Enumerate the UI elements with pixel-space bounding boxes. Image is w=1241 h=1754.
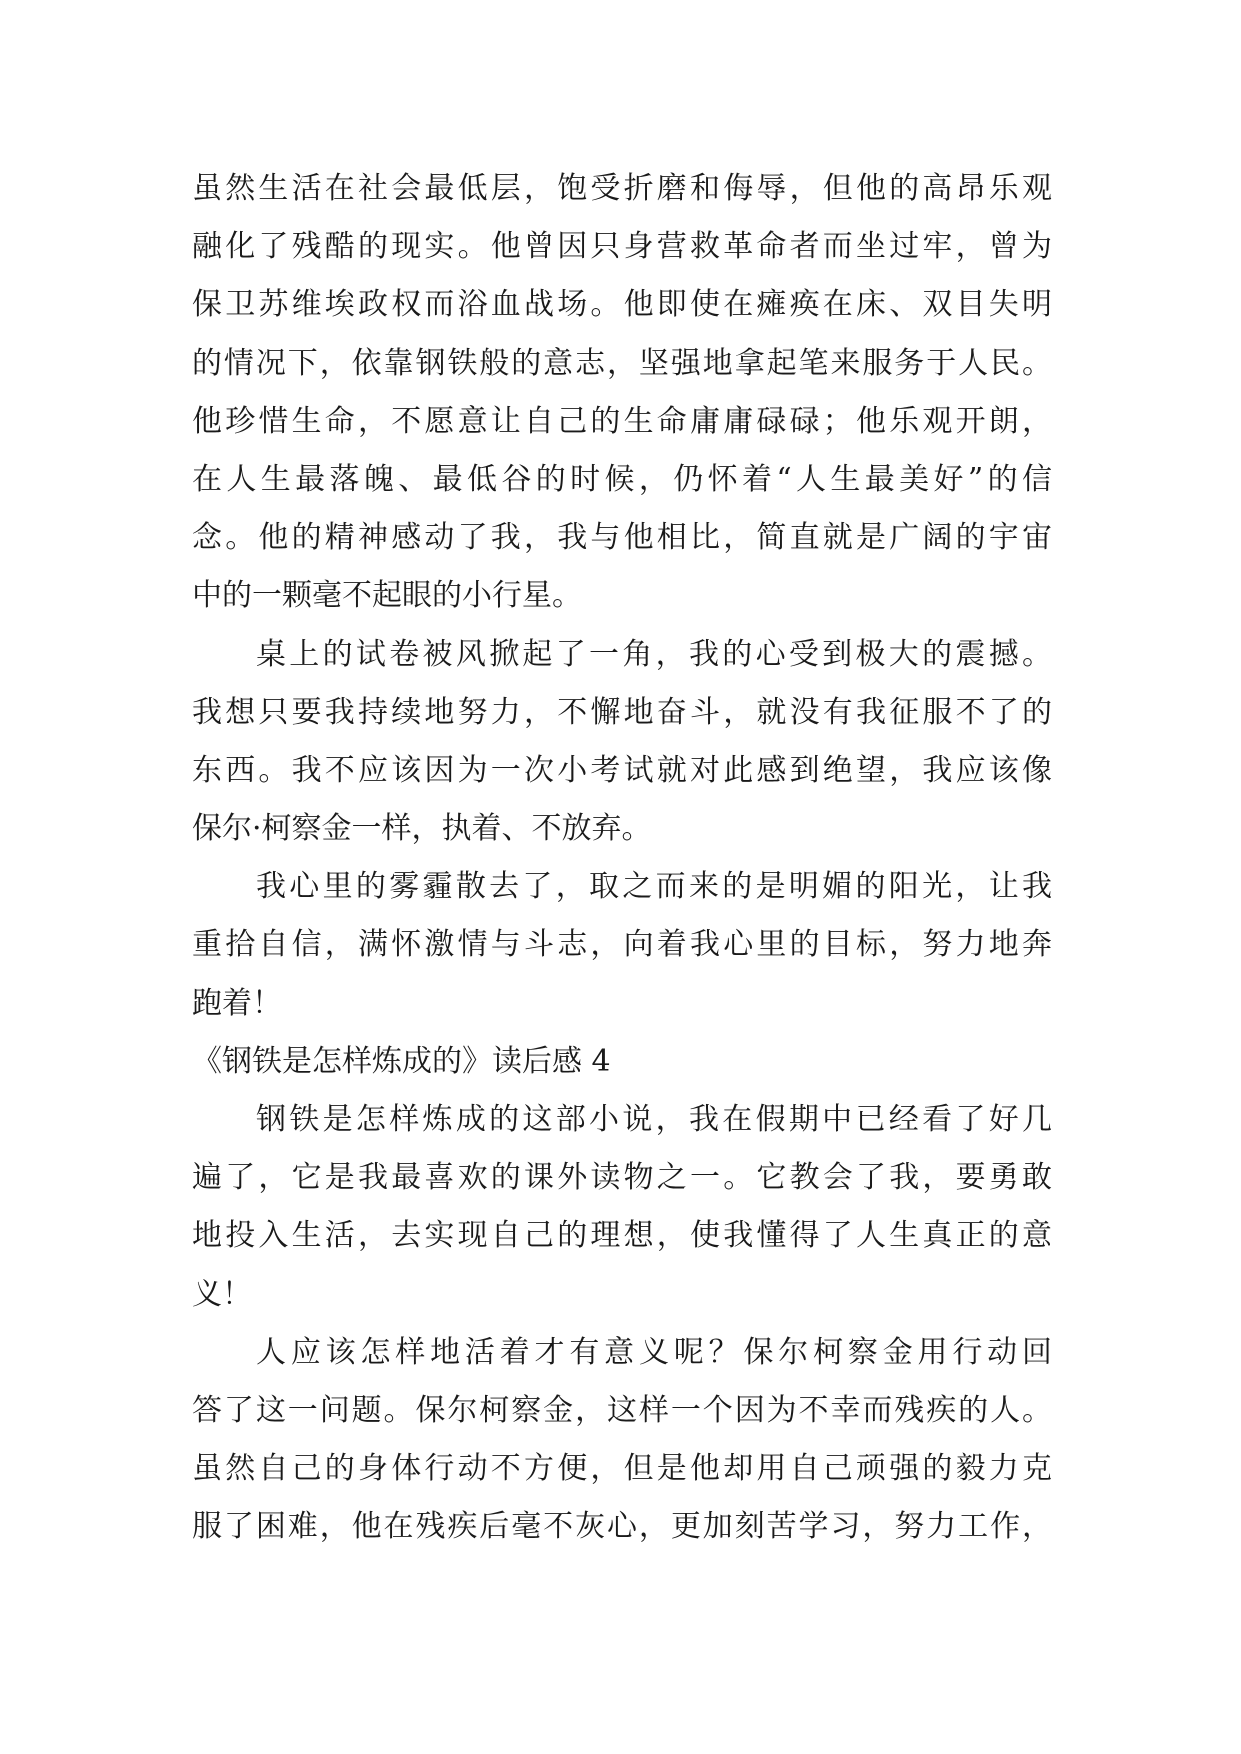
paragraph-3 xyxy=(192,858,1052,1033)
text-line: 义！ xyxy=(192,1276,252,1312)
text-line: 东西。我不应该因为一次小考试就对此感到绝望，我应该像 xyxy=(192,752,1052,788)
text-line: 桌上的试卷被风掀起了一角，我的心受到极大的震撼。 xyxy=(256,636,1052,672)
text-line: 我心里的雾霾散去了，取之而来的是明媚的阳光，让我 xyxy=(256,869,1052,905)
heading-text: 《钢铁是怎样炼成的》读后感 4 xyxy=(192,1043,611,1079)
paragraph-2 xyxy=(192,626,1052,859)
text-line: 保卫苏维埃政权而浴血战场。他即使在瘫痪在床、双目失明 xyxy=(192,287,1052,323)
text-line: 的情况下，依靠钢铁般的意志，坚强地拿起笔来服务于人民。 xyxy=(192,345,1052,381)
text-line: 融化了残酷的现实。他曾因只身营救革命者而坐过牢，曾为 xyxy=(192,229,1052,265)
document-body xyxy=(192,160,1052,1557)
text-line: 在人生最落魄、最低谷的时候，仍怀着“人生最美好”的信 xyxy=(192,461,1052,497)
text-line: 地投入生活，去实现自己的理想，使我懂得了人生真正的意 xyxy=(192,1218,1052,1254)
text-line: 重拾自信，满怀激情与斗志，向着我心里的目标，努力地奔 xyxy=(192,927,1052,963)
text-line: 钢铁是怎样炼成的这部小说，我在假期中已经看了好几 xyxy=(256,1102,1052,1137)
text-line: 他珍惜生命，不愿意让自己的生命庸庸碌碌；他乐观开朗， xyxy=(192,403,1052,439)
text-line: 保尔·柯察金一样，执着、不放弃。 xyxy=(192,811,652,847)
text-line: 中的一颗毫不起眼的小行星。 xyxy=(192,578,582,614)
text-line: 答了这一问题。保尔柯察金，这样一个因为不幸而残疾的人。 xyxy=(192,1392,1052,1428)
text-line: 跑着！ xyxy=(192,985,282,1021)
text-line: 人应该怎样地活着才有意义呢？保尔柯察金用行动回 xyxy=(256,1334,1052,1370)
text-line: 虽然自己的身体行动不方便，但是他却用自己顽强的毅力克 xyxy=(192,1451,1052,1487)
text-line: 遍了，它是我最喜欢的课外读物之一。它教会了我，要勇敢 xyxy=(192,1160,1052,1196)
text-line: 我想只要我持续地努力，不懈地奋斗，就没有我征服不了的 xyxy=(192,694,1052,730)
paragraph-4 xyxy=(192,1091,1052,1324)
section-heading xyxy=(192,1033,1052,1091)
paragraph-1 xyxy=(192,160,1052,626)
text-line: 虽然生活在社会最低层，饱受折磨和侮辱，但他的高昂乐观 xyxy=(192,171,1052,206)
text-line: 念。他的精神感动了我，我与他相比，简直就是广阔的宇宙 xyxy=(192,520,1052,556)
text-line: 服了困难，他在残疾后毫不灰心，更加刻苦学习，努力工作， xyxy=(192,1509,1052,1545)
paragraph-5 xyxy=(192,1324,1052,1557)
